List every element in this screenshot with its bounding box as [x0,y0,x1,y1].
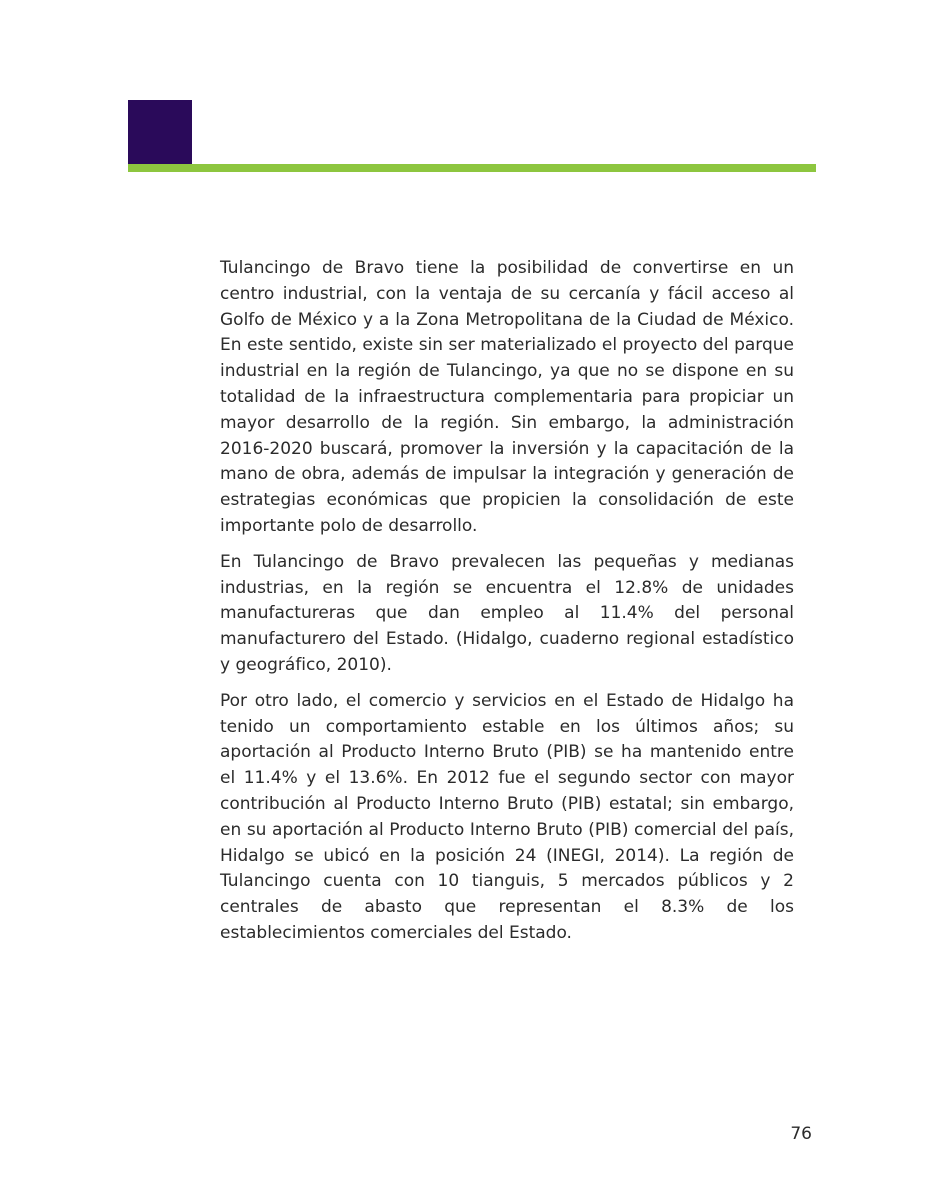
paragraph-3: Por otro lado, el comercio y servicios en el Estado de Hidalgo ha tenido un comportamiento estable en los últimos años; su aportación al Producto Interno Bruto (PIB) se ha mantenido entre el 11.4% y el 13.6%. En 2012 fue el segundo sector con mayor contribución al Producto Interno Bruto (PIB) estatal; sin embargo, en su aportación al Producto Interno Bruto (PIB) comercial del país, Hidalgo se ubicó en la posición 24 (INEGI, 2014). La región de Tulancingo cuenta con 10 tianguis, 5 mercados públicos y 2 centrales de abasto que representan el 8.3% de los establecimientos comerciales del Estado. [220,690,794,943]
paragraph-1: Tulancingo de Bravo tiene la posibilidad de convertirse en un centro industrial, con la ventaja de su cercanía y fácil acceso al Golfo de México y a la Zona Metropolitana de la Ciudad de México. En este sentido, existe sin ser materializado el proyecto del parque industrial en la región de Tulancingo, ya que no se dispone en su totalidad de la infraestructura complementaria para propiciar un mayor desarrollo de la región. Sin embargo, la administración 2016-2020 buscará, promover la inversión y la capacitación de la mano de obra, además de impulsar la integración y generación de estrategias económicas que propicien la consolidación de este importante polo de desarrollo. [220,258,794,536]
paragraph-2: En Tulancingo de Bravo prevalecen las pequeñas y medianas industrias, en la región se encuentra el 12.8% de unidades manufactureras que dan empleo al 11.4% del personal manufacturero del Estado. (Hidalgo, cuaderno regional estadístico y geográfico, 2010). [220,551,794,675]
body-text [220,256,794,957]
header-rule [128,164,816,172]
header-accent-square [128,100,192,164]
page-number: 76 [790,1124,812,1144]
